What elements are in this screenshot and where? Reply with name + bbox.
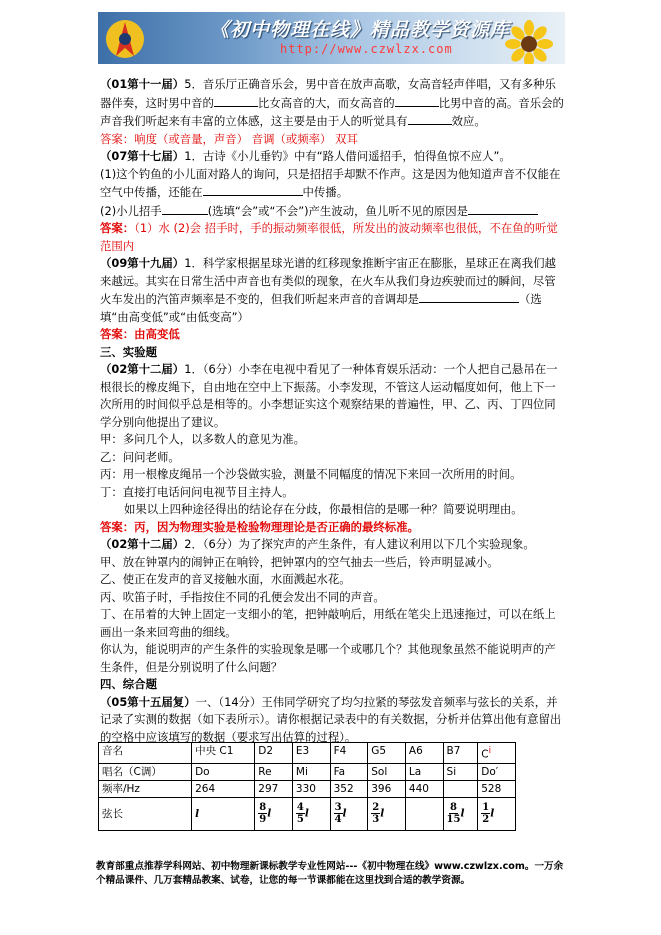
question-4-ask: 如果以上四种途径得出的结论存在分歧，你最相信的是哪一种？简要说明理由。	[124, 502, 523, 516]
table-cell: 弦长	[99, 797, 192, 830]
table-cell	[443, 780, 478, 797]
answer-blank	[214, 94, 258, 107]
question-tag: （09第十九届）	[100, 256, 185, 270]
table-cell: 352	[330, 780, 368, 797]
table-cell: 264	[192, 780, 255, 797]
table-cell: Re	[255, 763, 293, 780]
answer-blank	[408, 112, 452, 125]
option-yi: 乙、使正在发声的音叉接触水面，水面溅起水花。	[100, 572, 351, 586]
table-cell: La	[405, 763, 443, 780]
fraction: $\frac{8}{9}$	[259, 802, 267, 825]
option-bing: 丙、吹笛子时，手指按住不同的孔便会发出不同的声音。	[100, 589, 385, 604]
option-ding: 丁、在吊着的大钟上固定一支细小的笔，把钟敲响后，用纸在笔尖上迅速拖过，可以在纸上画出一条来回弯曲的细线。	[100, 607, 556, 639]
option-jia: 甲：多问几个人，以多数人的意见为准。	[100, 432, 306, 446]
banner-url[interactable]: http://www.czwlzx.com	[280, 42, 453, 56]
table-cell: $\frac{8}{9}$ l	[255, 797, 293, 830]
table-cell: $\frac{2}{3}$ l	[368, 797, 406, 830]
fraction: $\frac{4}{5}$	[296, 802, 304, 825]
table-cell: 396	[368, 780, 406, 797]
question-3: （09第十九届）1．科学家根据星球光谱的红移现象推断宇宙正在膨胀，星球正在离我们越来越远。其实在日常生活中声音也有类似的现象，在火车从我们身边疾驶而过的瞬间，尽管火车发出的汽笛声频率是不变的，但我们听起来声音的音调却是 （选填“由高变低”或“由低变高”）	[100, 256, 556, 324]
answer-blank	[162, 202, 208, 215]
fraction: $\frac{2}{3}$	[372, 802, 380, 825]
table-cell: 330	[292, 780, 330, 797]
table-row	[99, 780, 516, 797]
question-tag: （05第十五届复）	[100, 694, 196, 709]
question-6: （05第十五届复）一、（14分）王伟同学研究了均匀拉紧的琴弦发音频率与弦长的关系，并记录了实测的数据（如下表所示）。请你根据记录表中的有关数据，分析并估算出他有意留出的空格中应该填写的数据（要求写出估算的过程）。	[100, 694, 562, 744]
banner-title: 《初中物理在线》精品教学资源库	[210, 19, 511, 41]
answer-2: 答案：（1）水 (2)会 招手时，手的振动频率很低，所发出的波动频率也很低，不在鱼的听觉范围内	[100, 221, 558, 253]
answer-blank	[419, 290, 519, 303]
page-footer: 教育部重点推荐学科网站、初中物理新课标教学专业性网站---《初中物理在线》www.czwlzx.com。一万余个精品课件、几万套精品教案、试卷，让您的每一节课都能在这里找到合适的教学资源。	[96, 861, 564, 886]
answer-3: 答案：由高变低	[100, 327, 180, 341]
question-5: （02第十二届）2．（6分）为了探究声的产生条件，有人建议利用以下几个实验现象。	[100, 537, 535, 551]
option-yi: 乙：问问老师。	[100, 449, 180, 464]
table-cell: $\frac{3}{4}$ l	[330, 797, 368, 830]
question-tag: （02第十二届）	[100, 362, 185, 376]
table-cell: Si	[443, 763, 478, 780]
question-tag: （07第十七届）	[100, 149, 185, 163]
answer-blank	[203, 183, 303, 196]
document-body	[100, 76, 566, 746]
question-tag: （02第十二届）	[100, 537, 185, 551]
fraction: $\frac{8}{15}$	[446, 802, 461, 825]
table-cell: 440	[405, 780, 443, 797]
table-cell: Fa	[330, 763, 368, 780]
frequency-table	[98, 742, 516, 831]
table-cell: D2	[255, 743, 293, 764]
option-bing: 丙：用一根橡皮绳吊一个沙袋做实验，测量不同幅度的情况下来回一次所用的时间。	[100, 467, 522, 481]
option-ding: 丁：直接打电话问问电视节目主持人。	[100, 484, 294, 499]
fraction: $\frac{3}{4}$	[334, 802, 342, 825]
site-logo-icon	[104, 18, 146, 60]
table-cell: Sol	[368, 763, 406, 780]
answer-blank	[395, 94, 439, 107]
question-2-part-2: (2)小儿招手 (选填“会”或“不会”)产生波动，鱼儿听不见的原因是	[100, 202, 566, 221]
question-2: （07第十七届）1．古诗《小儿垂钓》中有“路人借问遥招手，怕得鱼惊不应人”。	[100, 149, 511, 163]
option-jia: 甲、放在钟罩内的闹钟正在响铃，把钟罩内的空气抽去一些后，铃声明显减小。	[100, 554, 499, 569]
table-cell: E3	[292, 743, 330, 764]
table-cell	[405, 797, 443, 830]
table-cell: Do′	[478, 763, 516, 780]
table-cell: $\frac{8}{15}$ l	[443, 797, 478, 830]
table-cell: B7	[443, 743, 478, 764]
table-cell: G5	[368, 743, 406, 764]
table-cell: 297	[255, 780, 293, 797]
table-row	[99, 763, 516, 780]
table-cell: $C^i$	[478, 743, 516, 764]
question-5-ask: 你认为，能说明声的产生条件的实验现象是哪一个或哪几个？其他现象虽然不能说明声的产生条件，但是分别说明了什么问题？	[100, 642, 556, 674]
table-cell: 频率/Hz	[99, 780, 192, 797]
question-tag: （01第十一届）	[100, 77, 185, 91]
table-row	[99, 743, 516, 764]
table-cell: 528	[478, 780, 516, 797]
section-heading: 三、实验题	[100, 344, 157, 359]
question-4: （02第十二届）1．（6分）小李在电视中看见了一种体育娱乐活动：一个人把自己悬吊在一根很长的橡皮绳下，自由地在空中上下振荡。小李发现，不管这人运动幅度如何，他上下一次所用的时间似乎总是相等的。小李想证实这个观察结果的普遍性，甲、乙、丙、丁四位同学分别向他提出了建议。	[100, 362, 558, 429]
table-cell: $\frac{1}{2}$ l	[478, 797, 516, 830]
table-cell: F4	[330, 743, 368, 764]
answer-4: 答案：丙，因为物理实验是检验物理理论是否正确的最终标准。	[100, 519, 419, 534]
site-banner	[98, 12, 565, 64]
table-cell: 唱名（C调）	[99, 763, 192, 780]
table-cell: 中央 C1	[192, 743, 255, 764]
sunflower-icon	[505, 20, 553, 64]
table-cell: Do	[192, 763, 255, 780]
table-cell: Mi	[292, 763, 330, 780]
fraction: $\frac{1}{2}$	[482, 802, 490, 825]
question-2-part-1: (1)这个钓鱼的小儿面对路人的询问，只是招招手却默不作声。这是因为他知道声音不仅能在空气中传播，还能在 中传播。	[100, 166, 561, 199]
answer-blank	[468, 202, 538, 215]
table-cell: $\frac{4}{5}$ l	[292, 797, 330, 830]
section-heading: 四、综合题	[100, 677, 157, 691]
table-row	[99, 797, 516, 830]
table-cell: A6	[405, 743, 443, 764]
question-1: （01第十一届）5．音乐厅正确音乐会，男中音在放声高歌，女高音轻声伴唱，又有多种乐器伴奏，这时男中音的 比女高音的大，而女高音的 比男中音的高。音乐会的声音我们听起来有丰富的立体感，这主要是由于人的听觉具有 效应。	[100, 77, 564, 128]
answer-1: 答案：响度（或音量，声音） 音调（或频率） 双耳	[100, 131, 358, 146]
table-cell: 音名	[99, 743, 192, 764]
table-cell: l	[192, 797, 255, 830]
